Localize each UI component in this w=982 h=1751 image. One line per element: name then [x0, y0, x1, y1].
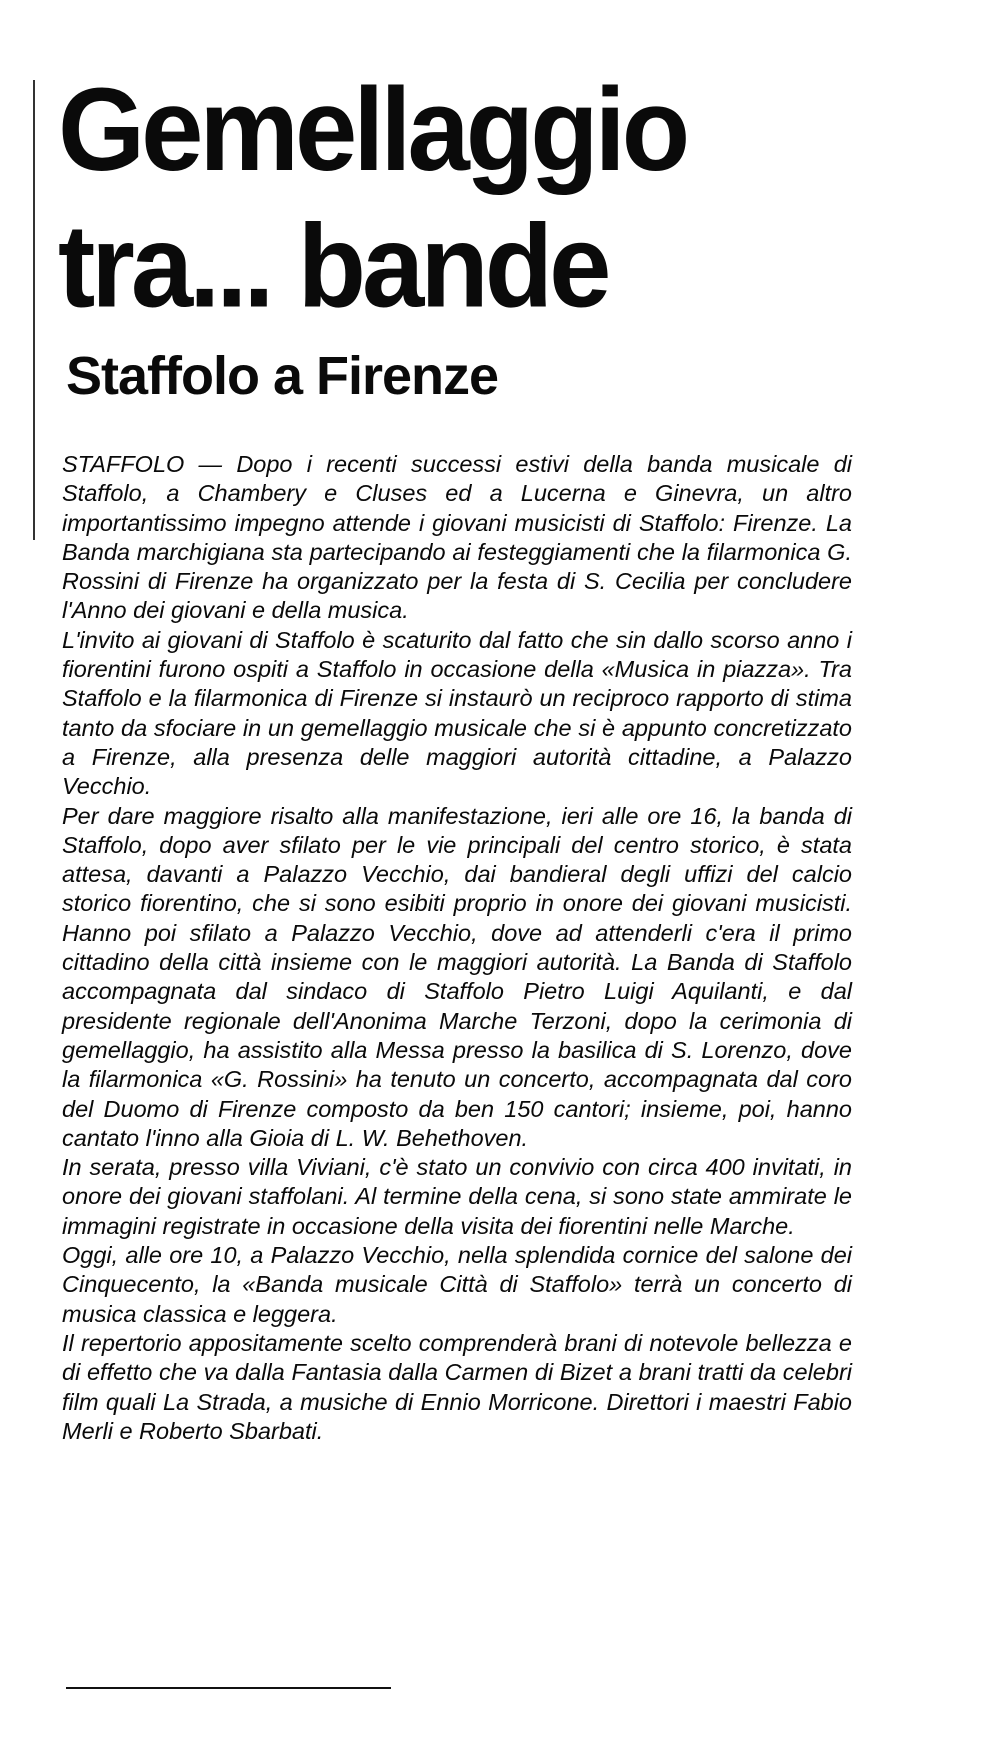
end-rule	[66, 1687, 391, 1689]
headline-line-2: tra... bande	[58, 200, 608, 332]
paragraph: STAFFOLO — Dopo i recenti successi estivi della banda musicale di Staffolo, a Chambery e Cluses ed a Lucerna e Ginevra, un altro importantissimo impegno attende i giovani musicisti di Staffolo: Firenze. La Banda marchigiana sta partecipando ai festeggiamenti che la filarmonica G. Rossini di Firenze ha organizzato per la festa di S. Cecilia per concludere l'Anno dei giovani e della musica.	[62, 451, 852, 624]
paragraph: In serata, presso villa Viviani, c'è stato un convivio con circa 400 invitati, in onore dei giovani staffolani. Al termine della cena, si sono state ammirate le immagini registrate in occasione della visita dei fiorentini nelle Marche.	[62, 1154, 852, 1239]
paragraph: Oggi, alle ore 10, a Palazzo Vecchio, nella splendida cornice del salone dei Cinquecento, la «Banda musicale Città di Staffolo» terrà un concerto di musica classica e leggera.	[62, 1242, 852, 1327]
paragraph: Il repertorio appositamente scelto comprenderà brani di notevole bellezza e di effetto che va dalla Fantasia dalla Carmen di Bizet a brani tratti da celebri film quali La Strada, a musiche di Ennio Morricone. Direttori i maestri Fabio Merli e Roberto Sbarbati.	[62, 1329, 852, 1444]
headline-line-1: Gemellaggio	[58, 64, 687, 196]
column-rule	[33, 80, 35, 540]
headline	[58, 62, 686, 335]
article-body	[62, 450, 852, 1446]
paragraph: L'invito ai giovani di Staffolo è scaturito dal fatto che sin dallo scorso anno i fiorentini furono ospiti a Staffolo in occasione della «Musica in piazza». Tra Staffolo e la filarmonica di Firenze si instaurò un reciproco rapporto di stima tanto da sfociare in un gemellaggio musicale che si è appunto concretizzato a Firenze, alla presenza delle maggiori autorità cittadine, a Palazzo Vecchio.	[62, 626, 852, 800]
paragraph: Per dare maggiore risalto alla manifestazione, ieri alle ore 16, la banda di Staffolo, dopo aver sfilato per le vie principali del centro storico, è stata attesa, davanti a Palazzo Vecchio, dai bandieral degli uffizi del calcio storico fiorentino, che si sono esibiti proprio in onore dei giovani musicisti. Hanno poi sfilato a Palazzo Vecchio, dove ad attenderli c'era il primo cittadino della città insieme con le maggiori autorità. La Banda di Staffolo accompagnata dal sindaco di Staffolo Pietro Luigi Aquilanti, e dal presidente regionale dell'Anonima Marche Terzoni, dopo la cerimonia di gemellaggio, ha assistito alla Messa presso la basilica di S. Lorenzo, dove la filarmonica «G. Rossini» ha tenuto un concerto, accompagnata dal coro del Duomo di Firenze composto da ben 150 cantori; insieme, poi, hanno cantato l'inno alla Gioia di L. W. Behethoven.	[62, 802, 852, 1151]
subheadline: Staffolo a Firenze	[66, 346, 499, 406]
